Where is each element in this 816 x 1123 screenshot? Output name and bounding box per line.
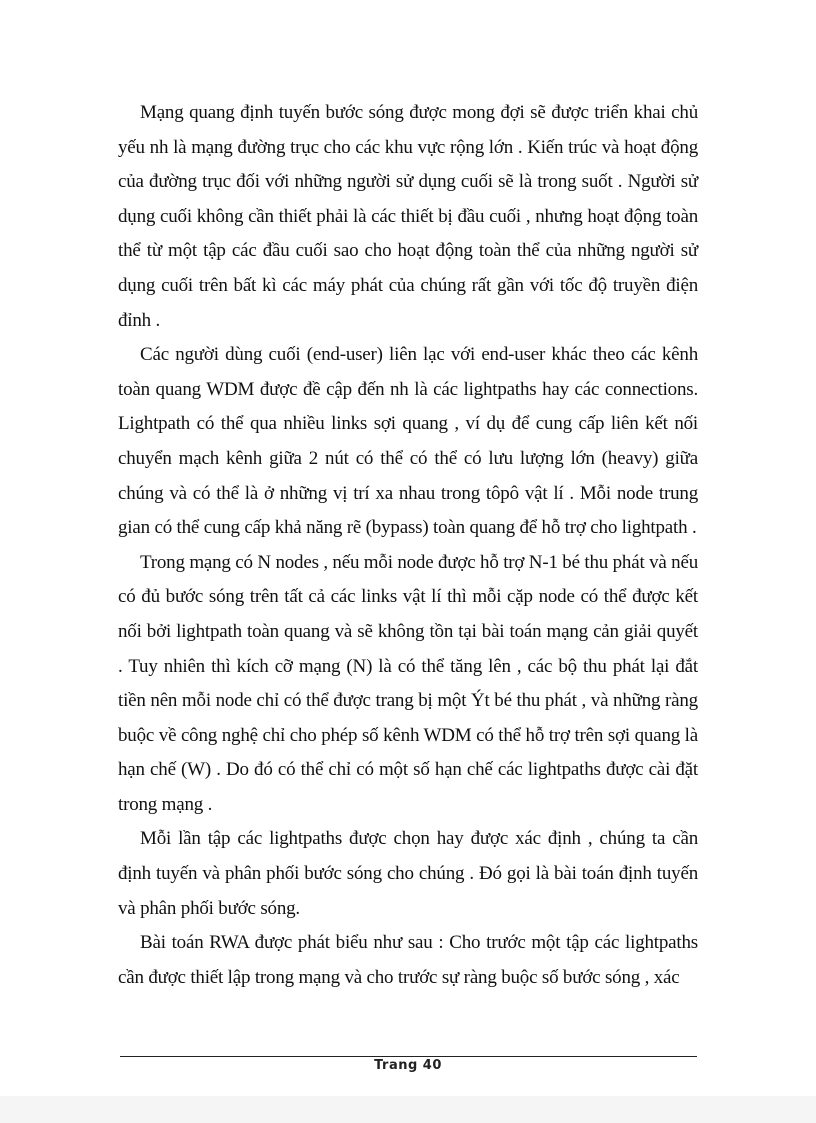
paragraph-1: Mạng quang định tuyến bước sóng được mong đợi sẽ được triển khai chủ yếu nh là mạng đường trục cho các khu vực rộng lớn . Kiến trúc và hoạt động của đường trục đối với những người sử dụng cuối sẽ là trong suốt . Người sử dụng cuối không cần thiết phải là các thiết bị đầu cuối , nhưng hoạt động toàn thể từ một tập các đầu cuối sao cho hoạt động toàn thể của những người sử dụng cuối trên bất kì các máy phát của chúng rất gần với tốc độ truyền điện đỉnh .: [118, 102, 698, 331]
page-number: Trang 40: [374, 1058, 442, 1073]
body-text: [118, 96, 698, 995]
paragraph-3: Trong mạng có N nodes , nếu mỗi node được hỗ trợ N-1 bé thu phát và nếu có đủ bước sóng trên tất cả các links vật lí thì mỗi cặp node có thể được kết nối bởi lightpath toàn quang và sẽ không tồn tại bài toán mạng cản giải quyết . Tuy nhiên thì kích cỡ mạng (N) là có thể tăng lên , các bộ thu phát lại đắt tiền nên mỗi node chỉ có thể được trang bị một Ýt bé thu phát , và những ràng buộc về công nghệ chỉ cho phép số kênh WDM có thể hỗ trợ trên sợi quang là hạn chế (W) . Do đó có thể chỉ có một số hạn chế các lightpaths được cài đặt trong mạng .: [118, 551, 698, 815]
paragraph-4: Mỗi lần tập các lightpaths được chọn hay được xác định , chúng ta cần định tuyến và phân phối bước sóng cho chúng . Đó gọi là bài toán định tuyến và phân phối bước sóng.: [118, 828, 698, 919]
footer-divider: [120, 1056, 697, 1057]
page-bottom-margin: [0, 1096, 816, 1123]
paragraph-2: Các người dùng cuối (end-user) liên lạc với end-user khác theo các kênh toàn quang WDM được đề cập đến nh là các lightpaths hay các connections. Lightpath có thể qua nhiều links sợi quang , ví dụ để cung cấp liên kết nối chuyển mạch kênh giữa 2 nút có thể có thể có lưu lượng lớn (heavy) giữa chúng và có thể là ở những vị trí xa nhau trong tôpô vật lí . Mỗi node trung gian có thể cung cấp khả năng rẽ (bypass) toàn quang để hỗ trợ cho lightpath .: [118, 344, 698, 539]
paragraph-5: Bài toán RWA được phát biểu như sau : Cho trước một tập các lightpaths cần được thiết lập trong mạng và cho trước sự ràng buộc số bước sóng , xác: [118, 932, 698, 988]
